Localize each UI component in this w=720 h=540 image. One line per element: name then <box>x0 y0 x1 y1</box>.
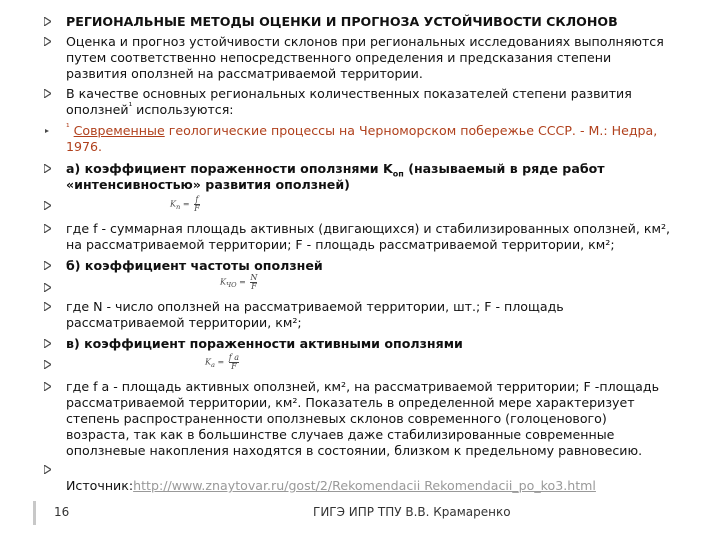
footer-text: ГИГЭ ИПР ТПУ В.В. Крамаренко <box>313 505 511 519</box>
formula-k-op: $K_п$ = $\frac{f}{F}$ <box>170 195 200 213</box>
paragraph-line: оползневые накопления находятся в состоянии, близком к предельному равновесию. <box>66 443 643 458</box>
paragraph-line: возраста, так как в большинстве случаев даже стабилизированные современные <box>66 427 615 442</box>
paragraph-line: путем соответственно непосредственного определения и предсказания степени <box>66 50 612 65</box>
paragraph-line: оползней$^{^1}$ используются: <box>66 101 234 117</box>
paragraph-line: рассматриваемой территории, км²; <box>66 315 302 330</box>
bullet-arrow-icon <box>44 299 54 315</box>
source-link[interactable]: http://www.znaytovar.ru/gost/2/Rekomendacii Rekomendacii_po_ko3.html <box>133 478 596 493</box>
source-label: Источник: <box>66 478 134 493</box>
bullet-arrow-icon <box>44 221 54 237</box>
bullet-arrow-icon <box>44 462 54 478</box>
paragraph-line: Оценка и прогноз устойчивости склонов при региональных исследованиях выполняются <box>66 34 664 49</box>
bullet-arrow-icon <box>44 14 54 30</box>
bullet-arrow-icon <box>44 336 54 352</box>
footnote-reference: $^{^1}$ Современные геологические процессы на Черноморском побережье СССР. - М.: Недра, <box>66 122 658 138</box>
formula-k-cho: $K_{ЧО}$ = $\frac{N}{F}$ <box>220 273 258 291</box>
bullet-arrow-icon <box>44 379 54 395</box>
page-number: 16 <box>54 505 70 519</box>
bullet-arrow-icon <box>44 280 54 296</box>
paragraph-line: развития оползней на рассматриваемой территории. <box>66 66 423 81</box>
section-a-heading-line2: «интенсивностью» развития оползней) <box>66 177 350 192</box>
formula-k-a: $K_а$ = $\frac{\text{f a}}{F}$ <box>205 353 240 371</box>
paragraph-line: где f - суммарная площадь активных (двигающихся) и стабилизированных оползней, км², <box>66 221 671 236</box>
section-c-heading: в) коэффициент пораженности активными оползнями <box>66 336 463 351</box>
bullet-arrow-icon <box>44 198 54 214</box>
paragraph-line: рассматриваемой территории, км². Показатель в определенной мере характеризует <box>66 395 635 410</box>
paragraph-line: на рассматриваемой территории; F - площадь рассматриваемой территории, км²; <box>66 237 615 252</box>
bullet-arrow-icon <box>44 86 54 102</box>
section-a-heading: а) коэффициент пораженности оползнями $K_{оп}$ (называемый в ряде работ <box>66 161 605 179</box>
footer-divider <box>33 501 36 525</box>
bullet-arrow-icon <box>44 34 54 50</box>
bullet-dot-icon <box>44 123 54 139</box>
paragraph-line: степень распространенности оползневых склонов современного (голоценового) <box>66 411 607 426</box>
paragraph-line: В качестве основных региональных количественных показателей степени развития <box>66 86 632 101</box>
source-line <box>66 478 596 493</box>
bullet-arrow-icon <box>44 161 54 177</box>
footnote-reference-line2: 1976. <box>66 139 103 154</box>
slide-title: РЕГИОНАЛЬНЫЕ МЕТОДЫ ОЦЕНКИ И ПРОГНОЗА УСТОЙЧИВОСТИ СКЛОНОВ <box>66 14 618 29</box>
bullet-arrow-icon <box>44 258 54 274</box>
paragraph-line: где f а - площадь активных оползней, км², на рассматриваемой территории; F -площадь <box>66 379 660 394</box>
paragraph-line: где N - число оползней на рассматриваемой территории, шт.; F - площадь <box>66 299 564 314</box>
bullet-arrow-icon <box>44 357 54 373</box>
section-b-heading: б) коэффициент частоты оползней <box>66 258 323 273</box>
